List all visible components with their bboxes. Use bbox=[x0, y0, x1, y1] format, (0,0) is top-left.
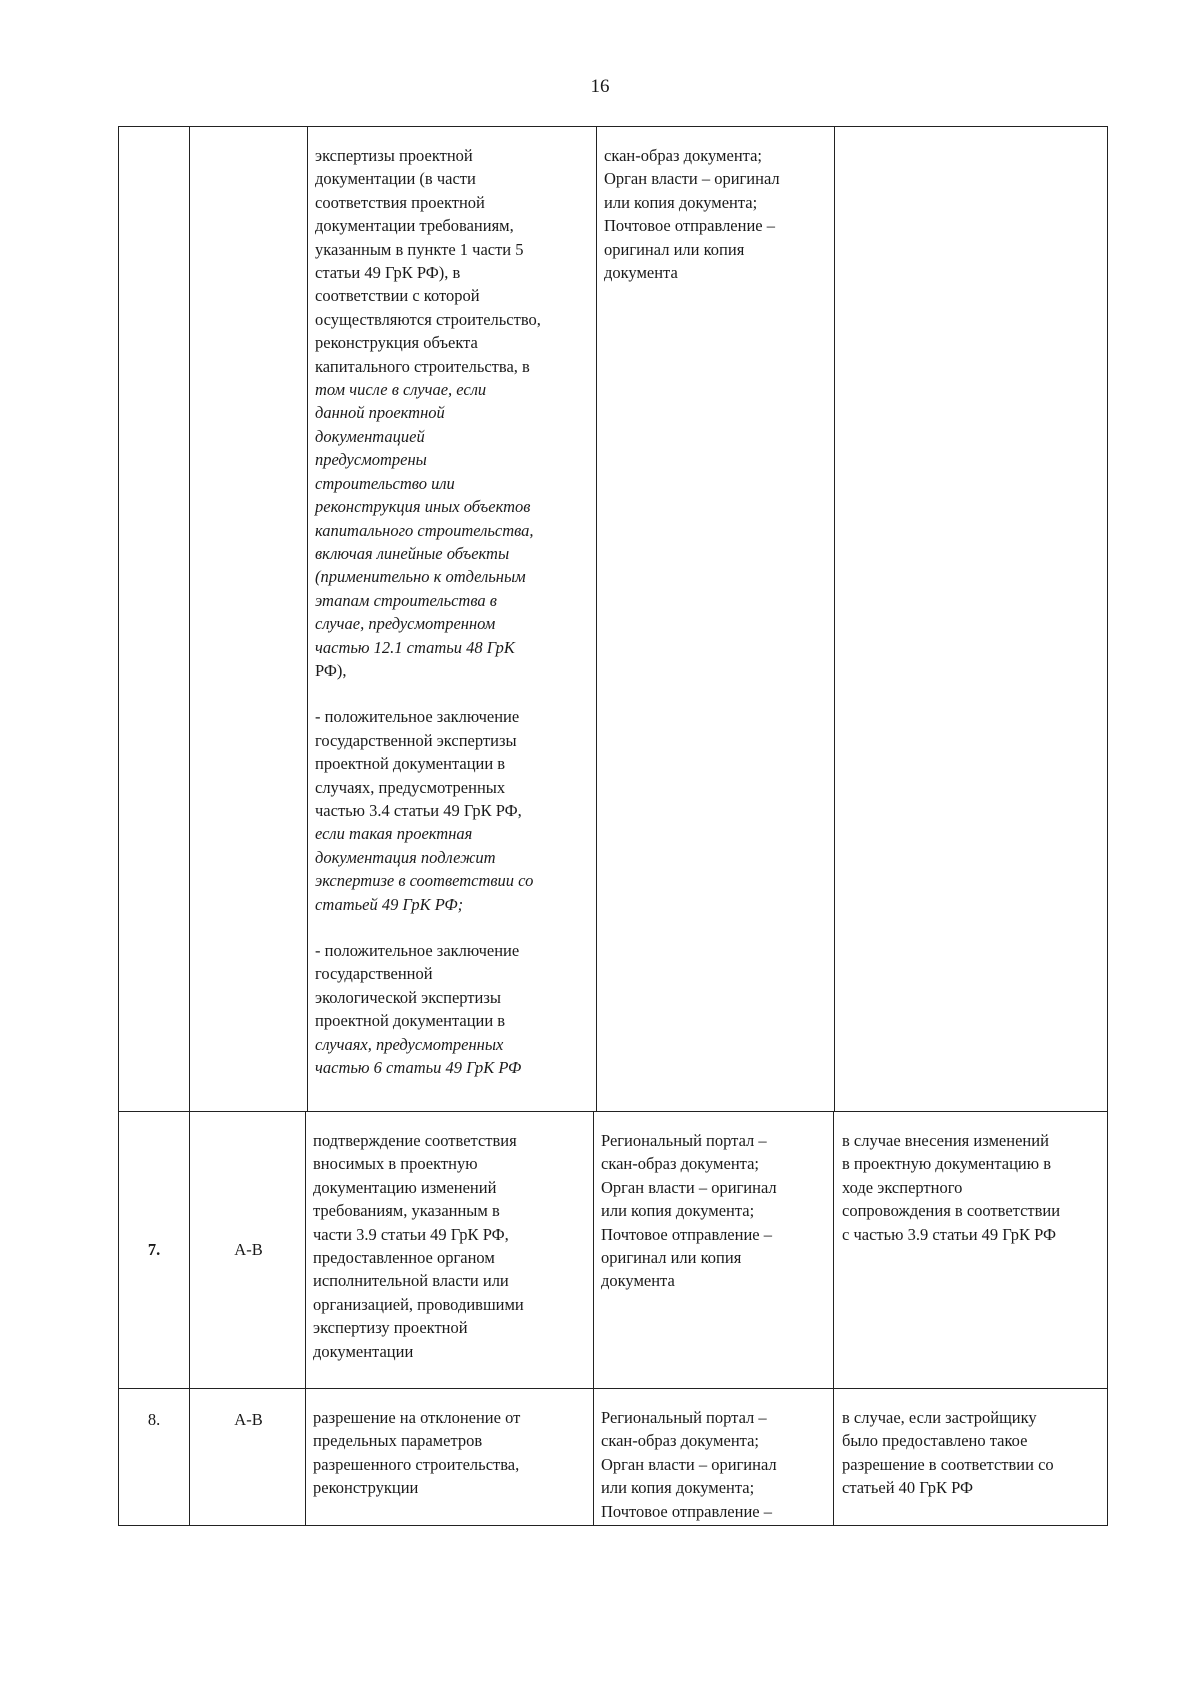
row-code-cell bbox=[189, 1112, 307, 1388]
cell-text-line: разрешение на отклонение от bbox=[313, 1408, 521, 1427]
cell-text-line: том числе в случае, если bbox=[315, 380, 487, 400]
cell-text-line: в случае, если застройщику bbox=[842, 1408, 1037, 1427]
source-cell bbox=[596, 127, 834, 1111]
cell-text-line: частью 12.1 статьи 48 ГрК bbox=[315, 637, 515, 657]
cell-text-line: случаях, предусмотренных bbox=[315, 1034, 504, 1054]
paragraph-gap bbox=[315, 682, 590, 705]
cell-text-line: разрешенного строительства, bbox=[313, 1454, 520, 1474]
cell-text-line: документация подлежит bbox=[315, 847, 496, 867]
row-number-cell bbox=[119, 1389, 189, 1525]
cell-text-line: экологической экспертизы bbox=[315, 987, 501, 1007]
note-cell bbox=[833, 1389, 1109, 1525]
cell-text-line: организацией, проводившими bbox=[313, 1294, 524, 1314]
cell-text-line: статьей 40 ГрК РФ bbox=[842, 1478, 974, 1498]
cell-text-line: Орган власти – оригинал bbox=[601, 1454, 777, 1474]
cell-text-line: Почтовое отправление – bbox=[601, 1224, 772, 1244]
cell-text-line: исполнительной власти или bbox=[313, 1271, 509, 1291]
row-code-cell bbox=[189, 127, 307, 1111]
cell-text-line: ходе экспертного bbox=[842, 1177, 963, 1197]
cell-text-line: Почтовое отправление – bbox=[604, 216, 775, 236]
cell-text-line: указанным в пункте 1 части 5 bbox=[315, 239, 524, 259]
row-number-cell bbox=[119, 1112, 189, 1388]
cell-text-line: скан-образ документа; bbox=[601, 1431, 759, 1451]
cell-text-line: Орган власти – оригинал bbox=[604, 169, 780, 189]
cell-text-line: РФ), bbox=[315, 660, 347, 680]
row-code: А-В bbox=[234, 1410, 263, 1429]
cell-text-line: или копия документа; bbox=[604, 192, 758, 212]
cell-text-line: экспертизу проектной bbox=[313, 1318, 468, 1338]
cell-text-line: с частью 3.9 статьи 49 ГрК РФ bbox=[842, 1224, 1057, 1244]
cell-text-line: в случае внесения изменений bbox=[842, 1131, 1049, 1150]
cell-text-line: в проектную документацию в bbox=[842, 1154, 1052, 1174]
row-code-cell bbox=[189, 1389, 307, 1525]
cell-text-line: соответствия проектной bbox=[315, 192, 485, 212]
cell-text-line: реконструкция иных объектов bbox=[315, 497, 531, 517]
cell-text-line: (применительно к отдельным bbox=[315, 567, 526, 587]
cell-text-line: государственной bbox=[315, 964, 433, 984]
cell-text-line: соответствии с которой bbox=[315, 286, 480, 306]
cell-text-line: разрешение в соответствии со bbox=[842, 1454, 1054, 1474]
cell-text-line: статьи 49 ГрК РФ), в bbox=[315, 263, 461, 283]
cell-text-line: или копия документа; bbox=[601, 1478, 755, 1498]
row-number: 8. bbox=[147, 1410, 161, 1429]
cell-text-line: - положительное заключение bbox=[315, 941, 520, 960]
cell-text-line: подтверждение соответствия bbox=[313, 1131, 517, 1150]
table-row bbox=[118, 126, 1108, 1112]
cell-text-line: данной проектной bbox=[315, 403, 445, 423]
cell-text-line: реконструкция объекта bbox=[315, 333, 478, 353]
cell-text-line: документации требованиям, bbox=[315, 216, 514, 236]
cell-text-line: сопровождения в соответствии bbox=[842, 1201, 1061, 1221]
cell-text-line: документа bbox=[604, 263, 678, 283]
cell-text-line: документацией bbox=[315, 426, 425, 446]
cell-text-line: экспертизе в соответствии со bbox=[315, 871, 534, 891]
cell-text-line: капитального строительства, в bbox=[315, 356, 530, 376]
cell-text-line: если такая проектная bbox=[315, 824, 473, 844]
cell-text-line: документации bbox=[313, 1341, 414, 1361]
cell-text-line: Региональный портал – bbox=[601, 1131, 767, 1150]
cell-text-line: оригинал или копия bbox=[601, 1248, 742, 1268]
cell-text-line: предоставленное органом bbox=[313, 1248, 495, 1268]
cell-text-line: государственной экспертизы bbox=[315, 730, 517, 750]
requirements-table bbox=[118, 126, 1108, 1526]
document-cell bbox=[307, 127, 596, 1111]
cell-text-line: предусмотрены bbox=[315, 450, 427, 470]
cell-text-line: капитального строительства, bbox=[315, 520, 534, 540]
cell-text-line: Орган власти – оригинал bbox=[601, 1177, 777, 1197]
cell-text-line: требованиям, указанным в bbox=[313, 1201, 500, 1221]
note-cell bbox=[834, 127, 1109, 1111]
cell-text-line: частью 3.4 статьи 49 ГрК РФ, bbox=[315, 800, 522, 820]
cell-text-line: строительство или bbox=[315, 473, 455, 493]
cell-text-line: частью 6 статьи 49 ГрК РФ bbox=[315, 1058, 522, 1078]
paragraph-gap bbox=[315, 916, 590, 939]
cell-text-line: реконструкции bbox=[313, 1478, 419, 1498]
table-row bbox=[118, 1112, 1108, 1389]
cell-text-line: включая линейные объекты bbox=[315, 543, 510, 563]
cell-text-line: - положительное заключение bbox=[315, 707, 520, 727]
cell-text-line: статьей 49 ГрК РФ; bbox=[315, 894, 464, 914]
cell-text-line: проектной документации в bbox=[315, 754, 506, 774]
cell-text-line: осуществляются строительство, bbox=[315, 309, 541, 329]
cell-text-line: документации (в части bbox=[315, 169, 476, 189]
cell-text-line: вносимых в проектную bbox=[313, 1154, 478, 1174]
source-cell bbox=[593, 1112, 833, 1388]
source-cell bbox=[593, 1389, 833, 1525]
row-number: 7. bbox=[147, 1240, 161, 1260]
row-number-cell bbox=[119, 127, 189, 1111]
cell-text-line: скан-образ документа; bbox=[601, 1154, 759, 1174]
row-code: А-В bbox=[234, 1240, 263, 1260]
cell-text-line: скан-образ документа; bbox=[604, 146, 762, 165]
cell-text-line: экспертизы проектной bbox=[315, 146, 473, 165]
document-cell bbox=[305, 1389, 593, 1525]
cell-text-line: Региональный портал – bbox=[601, 1408, 767, 1427]
cell-text-line: случаях, предусмотренных bbox=[315, 777, 506, 797]
cell-text-line: случае, предусмотренном bbox=[315, 614, 496, 634]
cell-text-line: документа bbox=[601, 1271, 675, 1291]
cell-text-line: было предоставлено такое bbox=[842, 1431, 1028, 1451]
cell-text-line: или копия документа; bbox=[601, 1201, 755, 1221]
cell-text-line: документацию изменений bbox=[313, 1177, 497, 1197]
cell-text-line: оригинал или копия bbox=[604, 239, 745, 259]
document-cell bbox=[305, 1112, 593, 1388]
table-row bbox=[118, 1389, 1108, 1526]
cell-text-line: предельных параметров bbox=[313, 1431, 483, 1451]
cell-text-line: проектной документации в bbox=[315, 1011, 506, 1031]
cell-text-line: этапам строительства в bbox=[315, 590, 497, 610]
page-number: 16 bbox=[590, 76, 610, 97]
cell-text-line: части 3.9 статьи 49 ГрК РФ, bbox=[313, 1224, 509, 1244]
cell-text-line: Почтовое отправление – bbox=[601, 1501, 772, 1521]
note-cell bbox=[833, 1112, 1109, 1388]
